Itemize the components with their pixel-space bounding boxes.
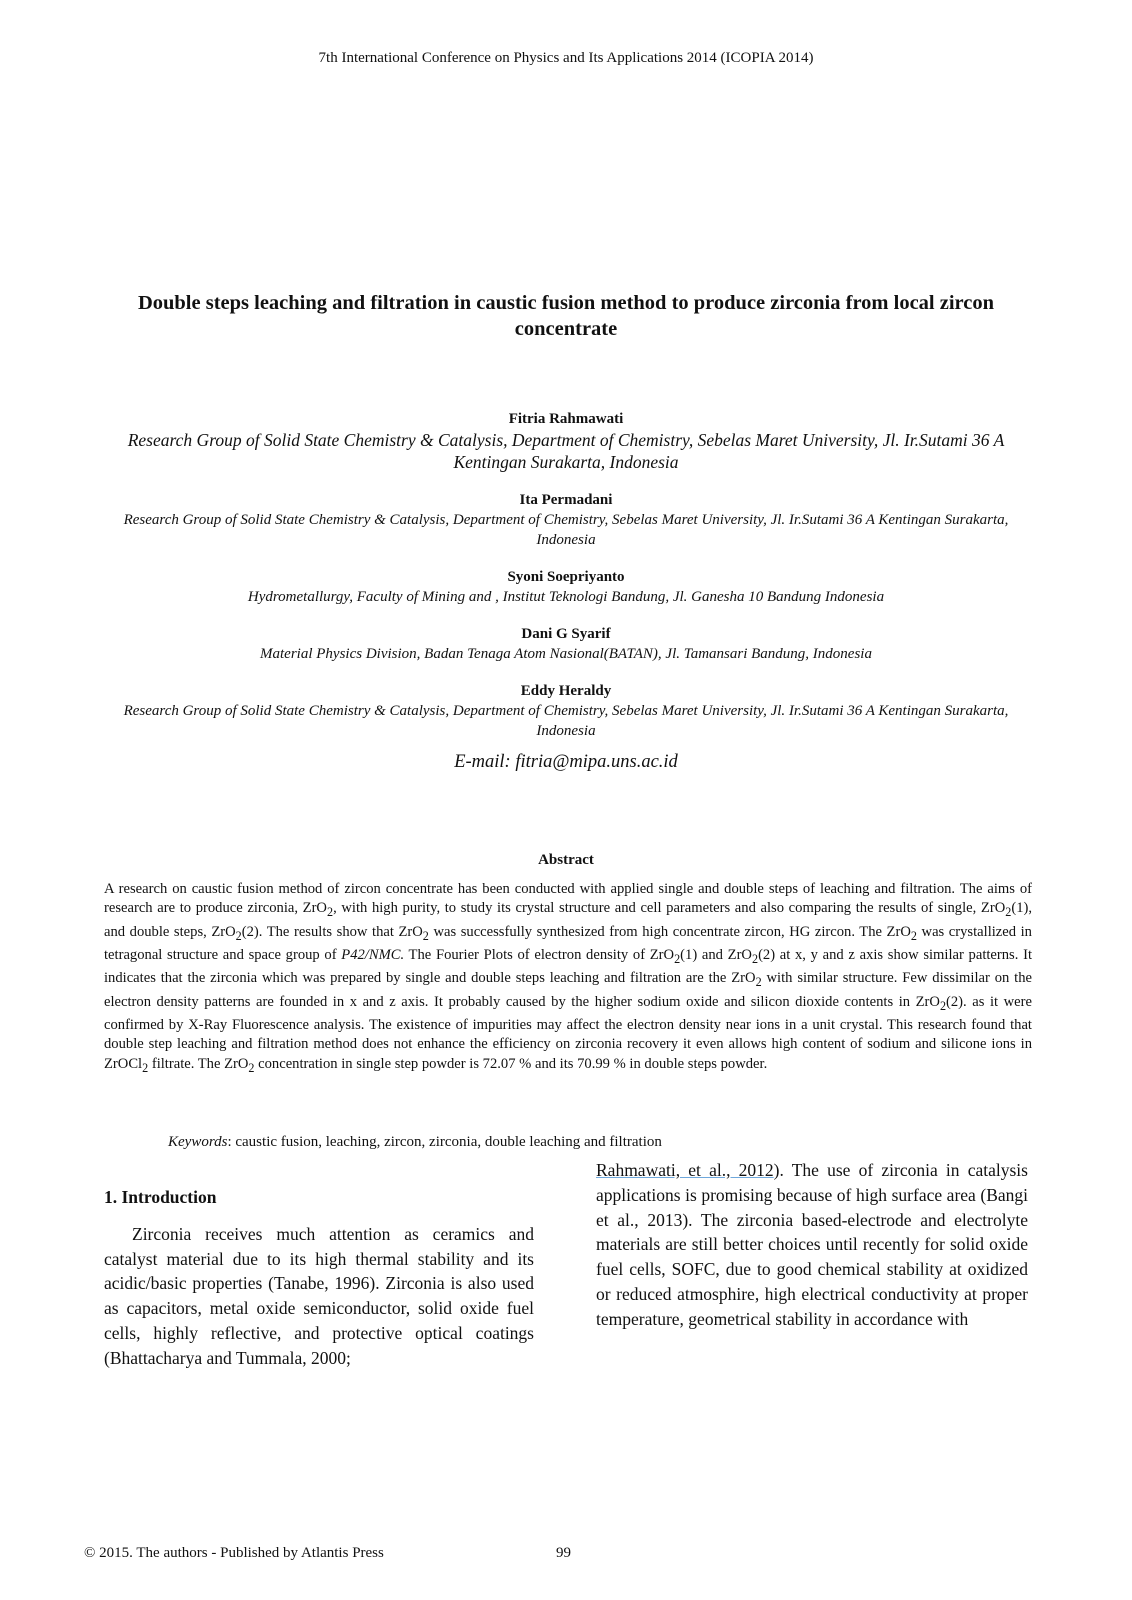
author-name: Ita Permadani <box>519 492 613 508</box>
author-affiliation: Research Group of Solid State Chemistry & Catalysis, Department of Chemistry, Sebelas Maret University, Jl. Ir.Sutami 36 A Kentingan Surakarta, Indonesia <box>123 703 1009 739</box>
author-block <box>100 410 1032 773</box>
author-name: Syoni Soepriyanto <box>507 569 625 585</box>
section-heading: 1. Introduction <box>104 1187 217 1207</box>
author-name: Fitria Rahmawati <box>508 411 624 427</box>
right-column <box>596 1158 1028 1332</box>
keywords-list: : caustic fusion, leaching, zircon, zirconia, double leaching and filtration <box>227 1134 662 1150</box>
author-affiliation: Research Group of Solid State Chemistry & Catalysis, Department of Chemistry, Sebelas Maret University, Jl. Ir.Sutami 36 A Kentingan Surakarta, Indonesia <box>127 430 1005 472</box>
paper-title: Double steps leaching and filtration in caustic fusion method to produce zirconia from local zircon concentrate <box>137 292 995 340</box>
author-name: Dani G Syarif <box>521 626 611 642</box>
author-affiliation: Material Physics Division, Badan Tenaga Atom Nasional(BATAN), Jl. Tamansari Bandung, Indonesia <box>260 646 872 662</box>
author-affiliation: Hydrometallurgy, Faculty of Mining and , Institut Teknologi Bandung, Jl. Ganesha 10 Bandung Indonesia <box>247 589 885 605</box>
keywords-label: Keywords <box>168 1134 228 1150</box>
author-name: Eddy Heraldy <box>520 683 612 699</box>
keywords <box>168 1132 1028 1152</box>
page-number: 99 <box>556 1545 571 1561</box>
citation-link[interactable]: Rahmawati, et al., 2012 <box>596 1160 774 1180</box>
abstract-text: A research on caustic fusion method of zircon concentrate has been conducted with applied single and double steps of leaching and filtration. The aims of research are to produce zirconia, ZrO$_2$, with high purity, to study its crystal structure and cell parameters and also comparing the results of single, ZrO$_2$(1), and double steps, ZrO$_2$(2). The results show that ZrO$_2$ was successfully synthesized from high concentrate zircon, HG zircon. The ZrO$_2$ was crystallized in tetragonal structure and space group of P42/NMC. The Fourier Plots of electron density of ZrO$_2$(1) and ZrO$_2$(2) at x, y and z axis show similar patterns. It indicates that the zirconia which was prepared by single and double steps leaching and filtration are the ZrO$_2$ with similar structure. Few dissimilar on the electron density patterns are founded in x and z axis. It probably caused by the higher sodium oxide and silicon dioxide contents in ZrO$_2$(2). as it were confirmed by X-Ray Fluorescence analysis. The existence of impurities may affect the electron density near ions in a unit crystal. This research found that double step leaching and filtration method does not enhance the efficiency on zirconia recovery it even allows high content of sodium and silicone ions in ZrOCl$_2$ filtrate. The ZrO$_2$ concentration in single step powder is 72.07 % and its 70.99 % in double steps powder. <box>104 881 1033 1075</box>
abstract-heading: Abstract <box>538 852 594 868</box>
footer-copyright: © 2015. The authors - Published by Atlantis Press <box>84 1545 384 1561</box>
conference-header: 7th International Conference on Physics and Its Applications 2014 (ICOPIA 2014) <box>318 50 814 66</box>
intro-paragraph: Zirconia receives much attention as ceramics and catalyst material due to its high thermal stability and its acidic/basic properties (Tanabe, 1996). Zirconia is also used as capacitors, metal oxide semiconductor, solid oxide fuel cells, highly reflective, and protective optical coatings (Bhattacharya and Tummala, 2000; <box>104 1223 534 1368</box>
left-column <box>104 1185 534 1371</box>
author-affiliation: Research Group of Solid State Chemistry & Catalysis, Department of Chemistry, Sebelas Maret University, Jl. Ir.Sutami 36 A Kentingan Surakarta, Indonesia <box>123 512 1009 548</box>
intro-paragraph-continued: Rahmawati, et al., 2012). The use of zirconia in catalysis applications is promising because of high surface area (Bangi et al., 2013). The zirconia based-electrode and electrolyte materials are still better choices until recently for solid oxide fuel cells, SOFC, due to good chemical stability at oxidized or reduced atmosphire, high electrical conductivity at proper temperature, geometrical stability in accordance with <box>596 1160 1028 1329</box>
contact-email: E-mail: fitria@mipa.uns.ac.id <box>454 752 678 772</box>
